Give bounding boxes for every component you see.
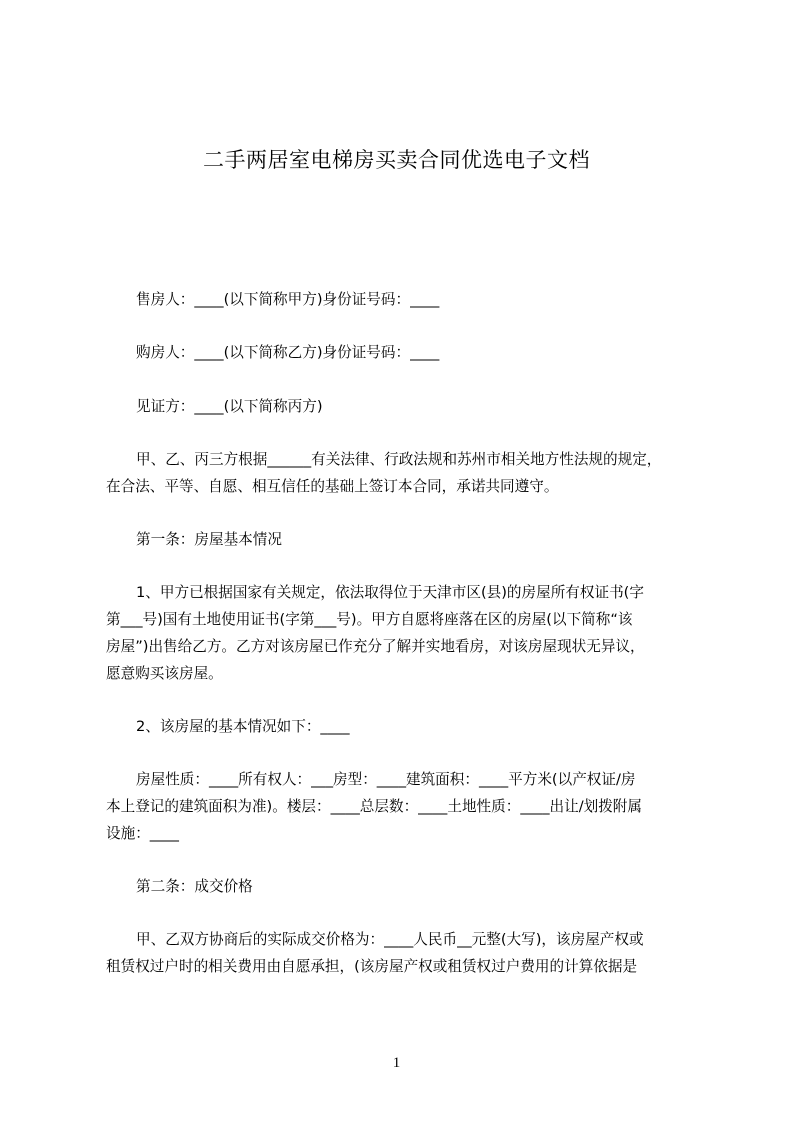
preamble-line: 在合法、平等、自愿、相互信任的基础上签订本合同，承诺共同遵守。 [106,478,559,495]
property-details-line: 本上登记的建筑面积为准)。楼层：____总层数：____土地性质：____出让/划拨附属 [106,798,642,815]
witness-line: 见证方：____(以下简称丙方) [136,398,323,415]
buyer-line: 购房人：____(以下简称乙方)身份证号码：____ [136,344,440,361]
price-line: 甲、乙双方协商后的实际成交价格为：____人民币__元整(大写)，该房屋产权或 [136,931,644,948]
article-2-heading: 第二条：成交价格 [136,878,253,895]
property-details-line: 设施：____ [106,825,179,842]
document-title: 二手两居室电梯房买卖合同优选电子文档 [203,148,590,172]
clause-1-line: 愿意购买该房屋。 [106,665,223,682]
page-number: 1 [392,1055,401,1071]
property-details-line: 房屋性质：____所有权人：___房型：____建筑面积：____平方米(以产权证/房 [136,771,636,788]
clause-1-line: 1、甲方已根据国家有关规定，依法取得位于天津市区(县)的房屋所有权证书(字 [136,584,644,601]
clause-1-line: 第___号)国有土地使用证书(字第___号)。甲方自愿将座落在区的房屋(以下简称“该 [106,611,633,628]
clause-2-line: 2、该房屋的基本情况如下：____ [136,718,350,735]
seller-line: 售房人：____(以下简称甲方)身份证号码：____ [136,291,440,308]
article-1-heading: 第一条：房屋基本情况 [136,531,282,548]
price-line: 租赁权过户时的相关费用由自愿承担，(该房屋产权或租赁权过户费用的计算依据是 [106,958,638,975]
preamble-line: 甲、乙、丙三方根据______有关法律、行政法规和苏州市相关地方性法规的规定， [136,451,662,468]
clause-1-line: 房屋”)出售给乙方。乙方对该房屋已作充分了解并实地看房，对该房屋现状无异议， [106,638,645,655]
